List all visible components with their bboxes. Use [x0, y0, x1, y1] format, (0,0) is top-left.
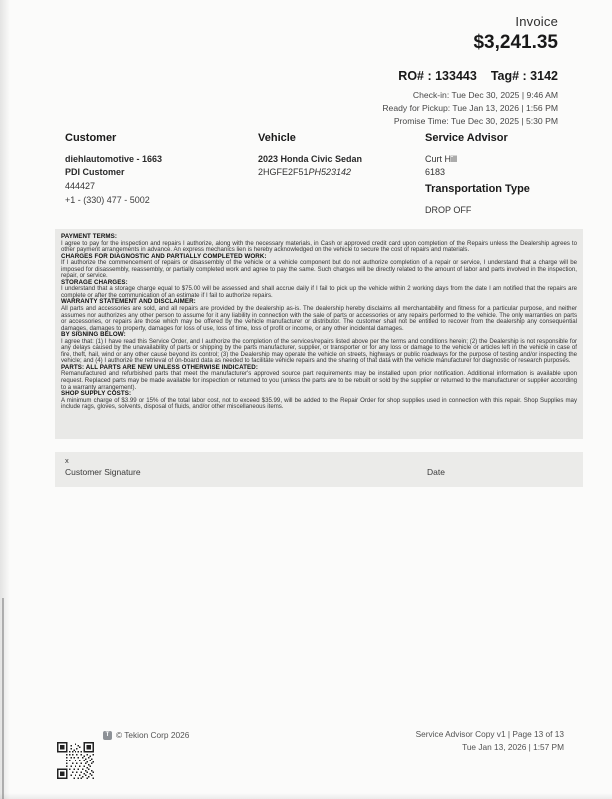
terms-section-heading: BY SIGNING BELOW:	[61, 331, 126, 339]
terms-section	[61, 234, 577, 254]
invoice-total-amount: $3,241.35	[473, 32, 558, 53]
terms-section	[61, 254, 577, 280]
vin-suffix: PH523142	[308, 167, 352, 177]
tekion-logo-icon: T	[103, 731, 112, 740]
customer-section	[65, 132, 245, 207]
service-advisor-section	[425, 132, 575, 179]
scan-bottom-shadow	[0, 793, 612, 799]
advisor-number: 6183	[425, 167, 446, 177]
ro-tag-line	[382, 69, 558, 83]
customer-title: Customer	[65, 132, 117, 144]
signature-band	[55, 452, 583, 487]
terms-section	[61, 332, 577, 365]
terms-section-body: I agree that: (1) I have read this Service Order, and I authorize the completion of the services/repairs listed above per the terms and conditions herein; (2) the Dealership is not responsible for any delays caused by the unavailability of parts or shipping by the parts manufacturer, supplier, or transporter or for any loss or damage to the vehicle or articles left in the vehicle in case of fire, theft, hail, wind or any other cause beyond its control; (3) the Dealership may operate the vehicle on streets, highways or public roadways for the purpose of testing and/or inspecting the vehicle; and (4) I authorize the retrieval of on-board data as needed to facilitate vehicle repairs and the sharing of that data with the vehicle manufacturer for diagnostic or research purposes.	[61, 337, 577, 365]
footer-page-info	[416, 728, 564, 753]
date-label: Date	[427, 467, 445, 477]
customer-lines	[65, 153, 245, 207]
printed-timestamp: Tue Jan 13, 2026 | 1:57 PM	[462, 741, 564, 752]
doc-type-label: Invoice	[515, 14, 558, 29]
terms-section-heading: STORAGE CHARGES:	[61, 278, 128, 286]
terms-and-conditions-box	[55, 229, 583, 439]
terms-section-heading: PARTS: ALL PARTS ARE NEW UNLESS OTHERWISE INDICATED:	[61, 363, 259, 371]
tag-number: Tag# : 3142	[490, 69, 558, 83]
copyright-text: © Tekion Corp 2026	[116, 730, 190, 740]
signature-x-mark: x	[65, 456, 69, 465]
vehicle-title: Vehicle	[258, 132, 296, 144]
terms-section	[61, 299, 577, 332]
transportation-value: DROP OFF	[425, 205, 472, 215]
header-meta	[382, 89, 558, 128]
terms-section-heading: CHARGES FOR DIAGNOSTIC AND PARTIALLY COMPLETED WORK:	[61, 252, 267, 260]
vehicle-section	[258, 132, 418, 179]
vehicle-model: 2023 Honda Civic Sedan	[258, 154, 363, 164]
header-meta-line: Promise Time: Tue Dec 30, 2025 | 5:30 PM	[393, 116, 558, 126]
terms-section-body: I agree to pay for the inspection and repairs I authorize, along with the necessary materials, in Cash or approved credit card upon completion of the Repairs unless the Dealership agrees to other payment arrangements in advance. An express mechanics lien is hereby acknowledged on the vehicle to secure the cost of repairs and materials.	[61, 239, 577, 254]
terms-section-body: If I authorize the commencement of repairs or disassembly of the vehicle or a vehicle component but do not authorize completion of a repair or service, I understand that a charge will be imposed for disassembly, reassembly, or partially completed work and agree to pay the same. Such charges will be directly related to the amount of labor and parts involved in the inspection, repair, or service.	[61, 259, 577, 280]
scan-edge-line	[2, 598, 4, 799]
ro-number: RO# : 133443	[398, 69, 477, 83]
qr-code	[57, 742, 94, 779]
invoice-header	[382, 14, 558, 128]
terms-section-body: A minimum charge of $3.99 or 15% of the total labor cost, not to exceed $35.99, will be added to the Repair Order for shop supplies used in connection with this repair. Shop Supplies may include rags, gloves, solvents, disposal of fluids, and/or other miscellaneous items.	[61, 396, 577, 411]
customer-line: 444427	[65, 181, 96, 191]
customer-signature-label: Customer Signature	[65, 467, 141, 477]
customer-line: diehlautomotive - 1663	[65, 154, 163, 164]
terms-section	[61, 391, 577, 411]
terms-section-body: I understand that a storage charge equal to $75.00 will be assessed and shall accrue daily if I fail to pick up the vehicle within 2 working days from the date I am notified that the repairs are complete or after the communication of an estimate if I fail to authorize repairs.	[61, 285, 577, 299]
terms-section-heading: PAYMENT TERMS:	[61, 233, 118, 240]
service-advisor-title: Service Advisor	[425, 132, 508, 144]
copy-version-page: Service Advisor Copy v1 | Page 13 of 13	[415, 729, 564, 739]
transportation-section	[425, 183, 575, 217]
terms-section	[61, 365, 577, 391]
terms-section-body: All parts and accessories are sold, and all repairs are provided by the dealership as-is. The dealership hereby disclaims all merchantability and fitness for a particular purpose, and neither assumes nor authorizes any other person to assume for it any liability in connection with the sale of parts or accessories or any repairs performed to the vehicle. The only warranties on parts or accessories, or repairs are those which may be offered by the vehicle manufacturer or distributor. The customer shall not be entitled to recover from the dealership any consequential damages, damages to property, damages for loss of use, loss of time, loss of profit or income, or any other incidental damages.	[61, 305, 577, 332]
terms-section-heading: WARRANTY STATEMENT AND DISCLAIMER:	[61, 298, 196, 306]
advisor-name: Curt Hill	[425, 154, 458, 164]
terms-section	[61, 280, 577, 300]
vin-prefix: 2HGFE2F51	[258, 167, 309, 177]
header-meta-line: Check-in: Tue Dec 30, 2025 | 9:46 AM	[412, 90, 558, 100]
terms-section-body: Remanufactured and refurbished parts that meet the manufacturer's approved source part requirements may be installed upon prior notification. Additional information is available upon request. Replaced parts may be made available for inspection or returned to you (unless the parts are to be rebuilt or sold by the supplier or returned to the manufacturer or supplier according to a warranty arrangement).	[61, 370, 577, 391]
terms-section-heading: SHOP SUPPLY COSTS:	[61, 390, 132, 398]
vehicle-vin	[258, 166, 418, 179]
customer-line: +1 - (330) 477 - 5002	[65, 195, 150, 205]
transportation-title: Transportation Type	[425, 183, 530, 195]
customer-line: PDI Customer	[65, 167, 125, 177]
footer-copyright	[103, 730, 189, 740]
header-meta-line: Ready for Pickup: Tue Jan 13, 2026 | 1:56 PM	[382, 103, 558, 113]
